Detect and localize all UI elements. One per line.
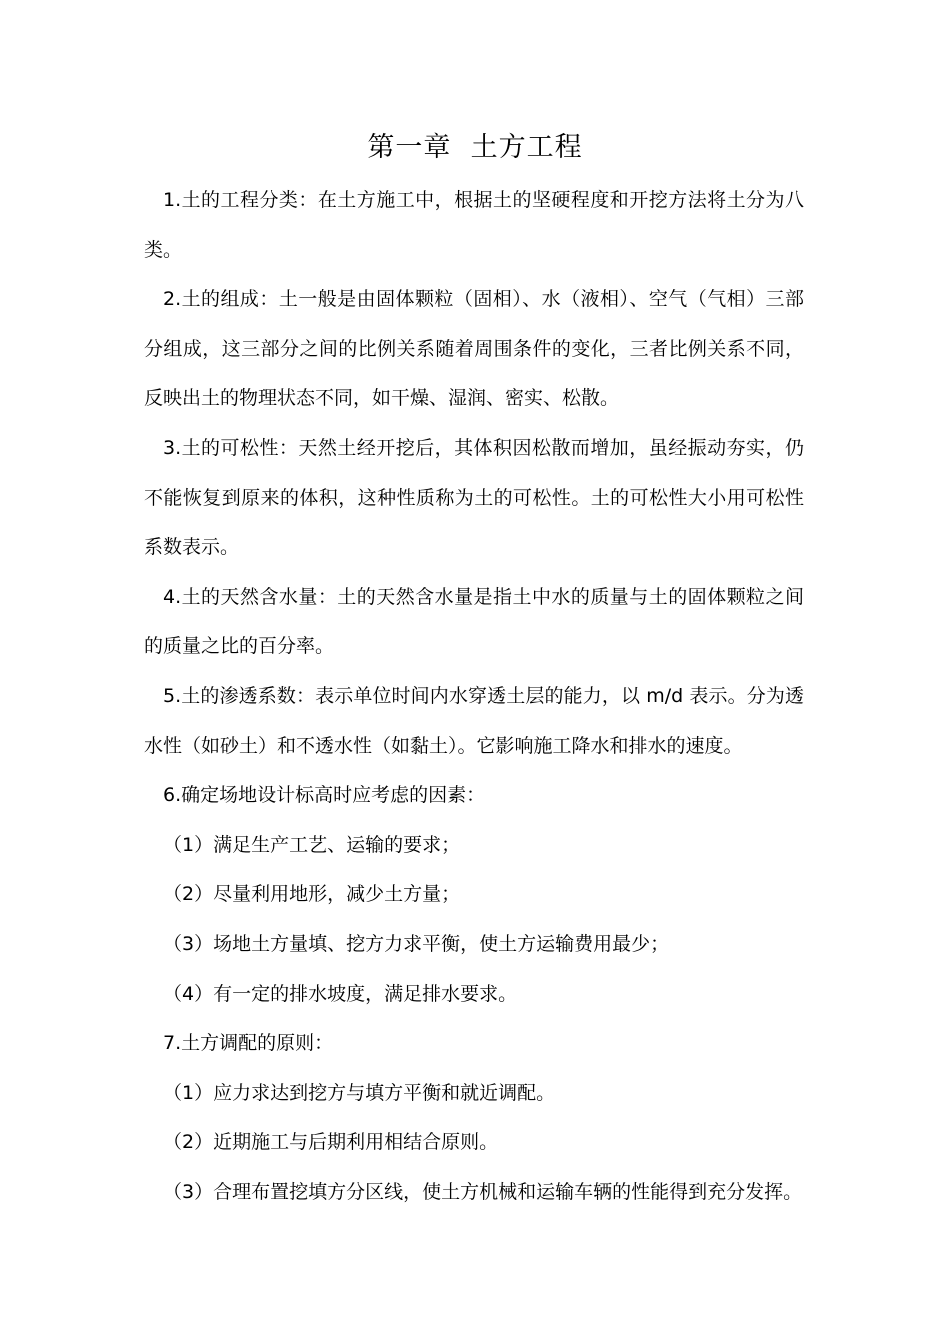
list-item: （3）合理布置挖填方分区线，使土方机械和运输车辆的性能得到充分发挥。 bbox=[163, 1180, 803, 1203]
section-6-heading: 6.确定场地设计标高时应考虑的因素： bbox=[163, 784, 486, 807]
list-item: （1）满足生产工艺、运输的要求； bbox=[163, 833, 461, 856]
list-item: （2）尽量利用地形，减少土方量； bbox=[163, 883, 461, 906]
paragraph-soil-composition: 2.土的组成：土一般是由固体颗粒（固相）、水（液相）、空气（气相）三部分组成，这三部分之间的比例关系随着周围条件的变化，三者比例关系不同，反映出土的物理状态不同，如干燥、湿润、密实、松散。 bbox=[144, 288, 804, 410]
list-item: （1）应力求达到挖方与填方平衡和就近调配。 bbox=[163, 1081, 556, 1104]
chapter-title: 第一章 土方工程 bbox=[367, 132, 583, 163]
list-item: （2）近期施工与后期利用相结合原则。 bbox=[163, 1131, 499, 1154]
paragraph-natural-water-content: 4.土的天然含水量：土的天然含水量是指土中水的质量与土的固体颗粒之间的质量之比的百分率。 bbox=[144, 585, 804, 658]
list-item: （4）有一定的排水坡度，满足排水要求。 bbox=[163, 982, 518, 1005]
paragraph-soil-looseness: 3.土的可松性：天然土经开挖后，其体积因松散而增加，虽经振动夯实，仍不能恢复到原来的体积，这种性质称为土的可松性。土的可松性大小用可松性系数表示。 bbox=[144, 436, 804, 559]
paragraph-permeability-coefficient: 5.土的渗透系数：表示单位时间内水穿透土层的能力，以 m/d 表示。分为透水性（如砂土）和不透水性（如黏土）。它影响施工降水和排水的速度。 bbox=[144, 684, 804, 757]
paragraph-soil-classification: 1.土的工程分类：在土方施工中，根据土的坚硬程度和开挖方法将土分为八类。 bbox=[144, 189, 804, 261]
document-body bbox=[144, 176, 804, 1217]
section-7-heading: 7.土方调配的原则： bbox=[163, 1032, 334, 1055]
list-item: （3）场地土方量填、挖方力求平衡，使土方运输费用最少； bbox=[163, 932, 670, 955]
